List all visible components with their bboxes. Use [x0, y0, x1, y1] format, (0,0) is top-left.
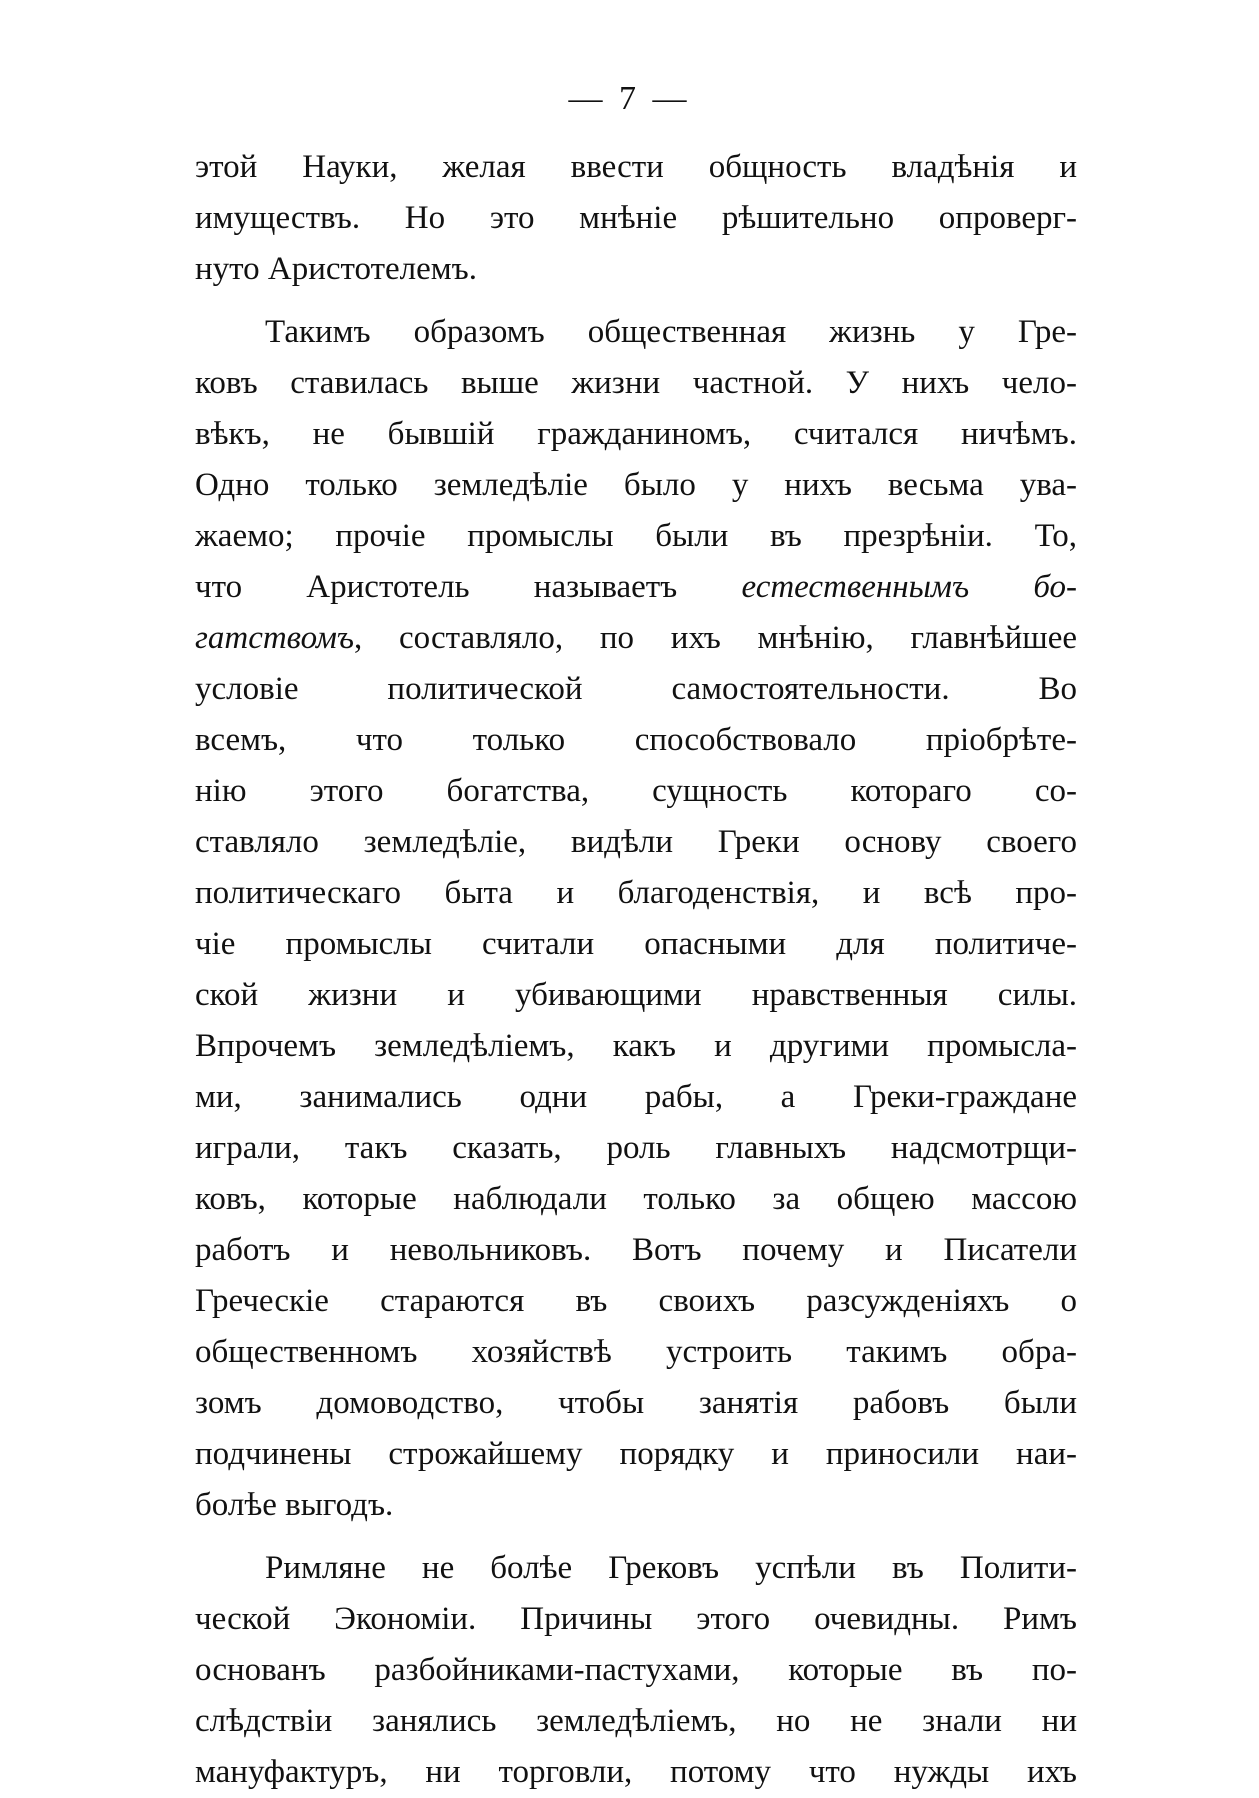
text-line: ковъ, которые наблюдали только за общею массою [195, 1181, 1077, 1217]
paragraph-2 [195, 307, 1077, 1531]
body-text [195, 142, 1077, 1798]
text-line: общественномъ хозяйствѣ устроить такимъ обра- [195, 1334, 1077, 1370]
italic-phrase: гатствомъ [195, 620, 355, 656]
text-line: жаемо; прочіе промыслы были въ презрѣніи. То, [195, 518, 1077, 554]
text-line: Римляне не болѣе Грековъ успѣли въ Полити- [265, 1550, 1077, 1586]
text-line: условіе политической самостоятельности. Во [195, 671, 1077, 707]
text-line: имуществъ. Но это мнѣніе рѣшительно опроверг- [195, 200, 1077, 236]
text-line: зомъ домоводство, чтобы занятія рабовъ были [195, 1385, 1077, 1421]
text-line: ческой Экономіи. Причины этого очевидны. Римъ [195, 1601, 1077, 1637]
text-line: политическаго быта и благоденствія, и всѣ про- [195, 875, 1077, 911]
text-line: слѣдствіи занялись земледѣліемъ, но не знали ни [195, 1703, 1077, 1739]
text-line: ми, занимались одни рабы, а Греки-граждане [195, 1079, 1077, 1115]
text-line: нуто Аристотелемъ. [195, 251, 477, 287]
text-line-with-italic [195, 613, 1077, 664]
text-line-with-italic [195, 562, 1077, 613]
text-line: Впрочемъ земледѣліемъ, какъ и другими промысла- [195, 1028, 1077, 1064]
text-line: всемъ, что только способствовало пріобрѣте- [195, 722, 1077, 758]
text-segment: что Аристотель называетъ [195, 569, 678, 605]
text-line: ковъ ставилась выше жизни частной. У нихъ чело- [195, 365, 1077, 401]
paragraph-1 [195, 142, 1077, 295]
text-line: играли, такъ сказать, роль главныхъ надсмотрщи- [195, 1130, 1077, 1166]
text-line: мануфактуръ, ни торговли, потому что нужды ихъ [195, 1754, 1077, 1790]
text-line: болѣе выгодъ. [195, 1487, 394, 1523]
text-line: этой Науки, желая ввести общность владѣнія и [195, 149, 1077, 185]
text-line: основанъ разбойниками-пастухами, которые въ по- [195, 1652, 1077, 1688]
text-line: ской жизни и убивающими нравственныя силы. [195, 977, 1077, 1013]
text-line: подчинены строжайшему порядку и приносили наи- [195, 1436, 1077, 1472]
text-line: работъ и невольниковъ. Вотъ почему и Писатели [195, 1232, 1077, 1268]
text-line: Такимъ образомъ общественная жизнь у Гре- [265, 314, 1077, 350]
text-line: ставляло земледѣліе, видѣли Греки основу своего [195, 824, 1077, 860]
text-line: чіе промыслы считали опасными для политиче- [195, 926, 1077, 962]
text-line: Одно только земледѣліе было у нихъ весьма ува- [195, 467, 1077, 503]
text-line: вѣкъ, не бывшій гражданиномъ, считался ничѣмъ. [195, 416, 1077, 452]
italic-phrase: естественнымъ бо- [741, 569, 1077, 605]
paragraph-3 [195, 1543, 1077, 1798]
text-segment: , составляло, по ихъ мнѣнію, главнѣйшее [354, 620, 1077, 656]
text-line: Греческіе стараются въ своихъ разсужденіяхъ о [195, 1283, 1077, 1319]
page-number: — 7 — [568, 80, 691, 117]
text-line: нію этого богатства, сущность котораго со- [195, 773, 1077, 809]
